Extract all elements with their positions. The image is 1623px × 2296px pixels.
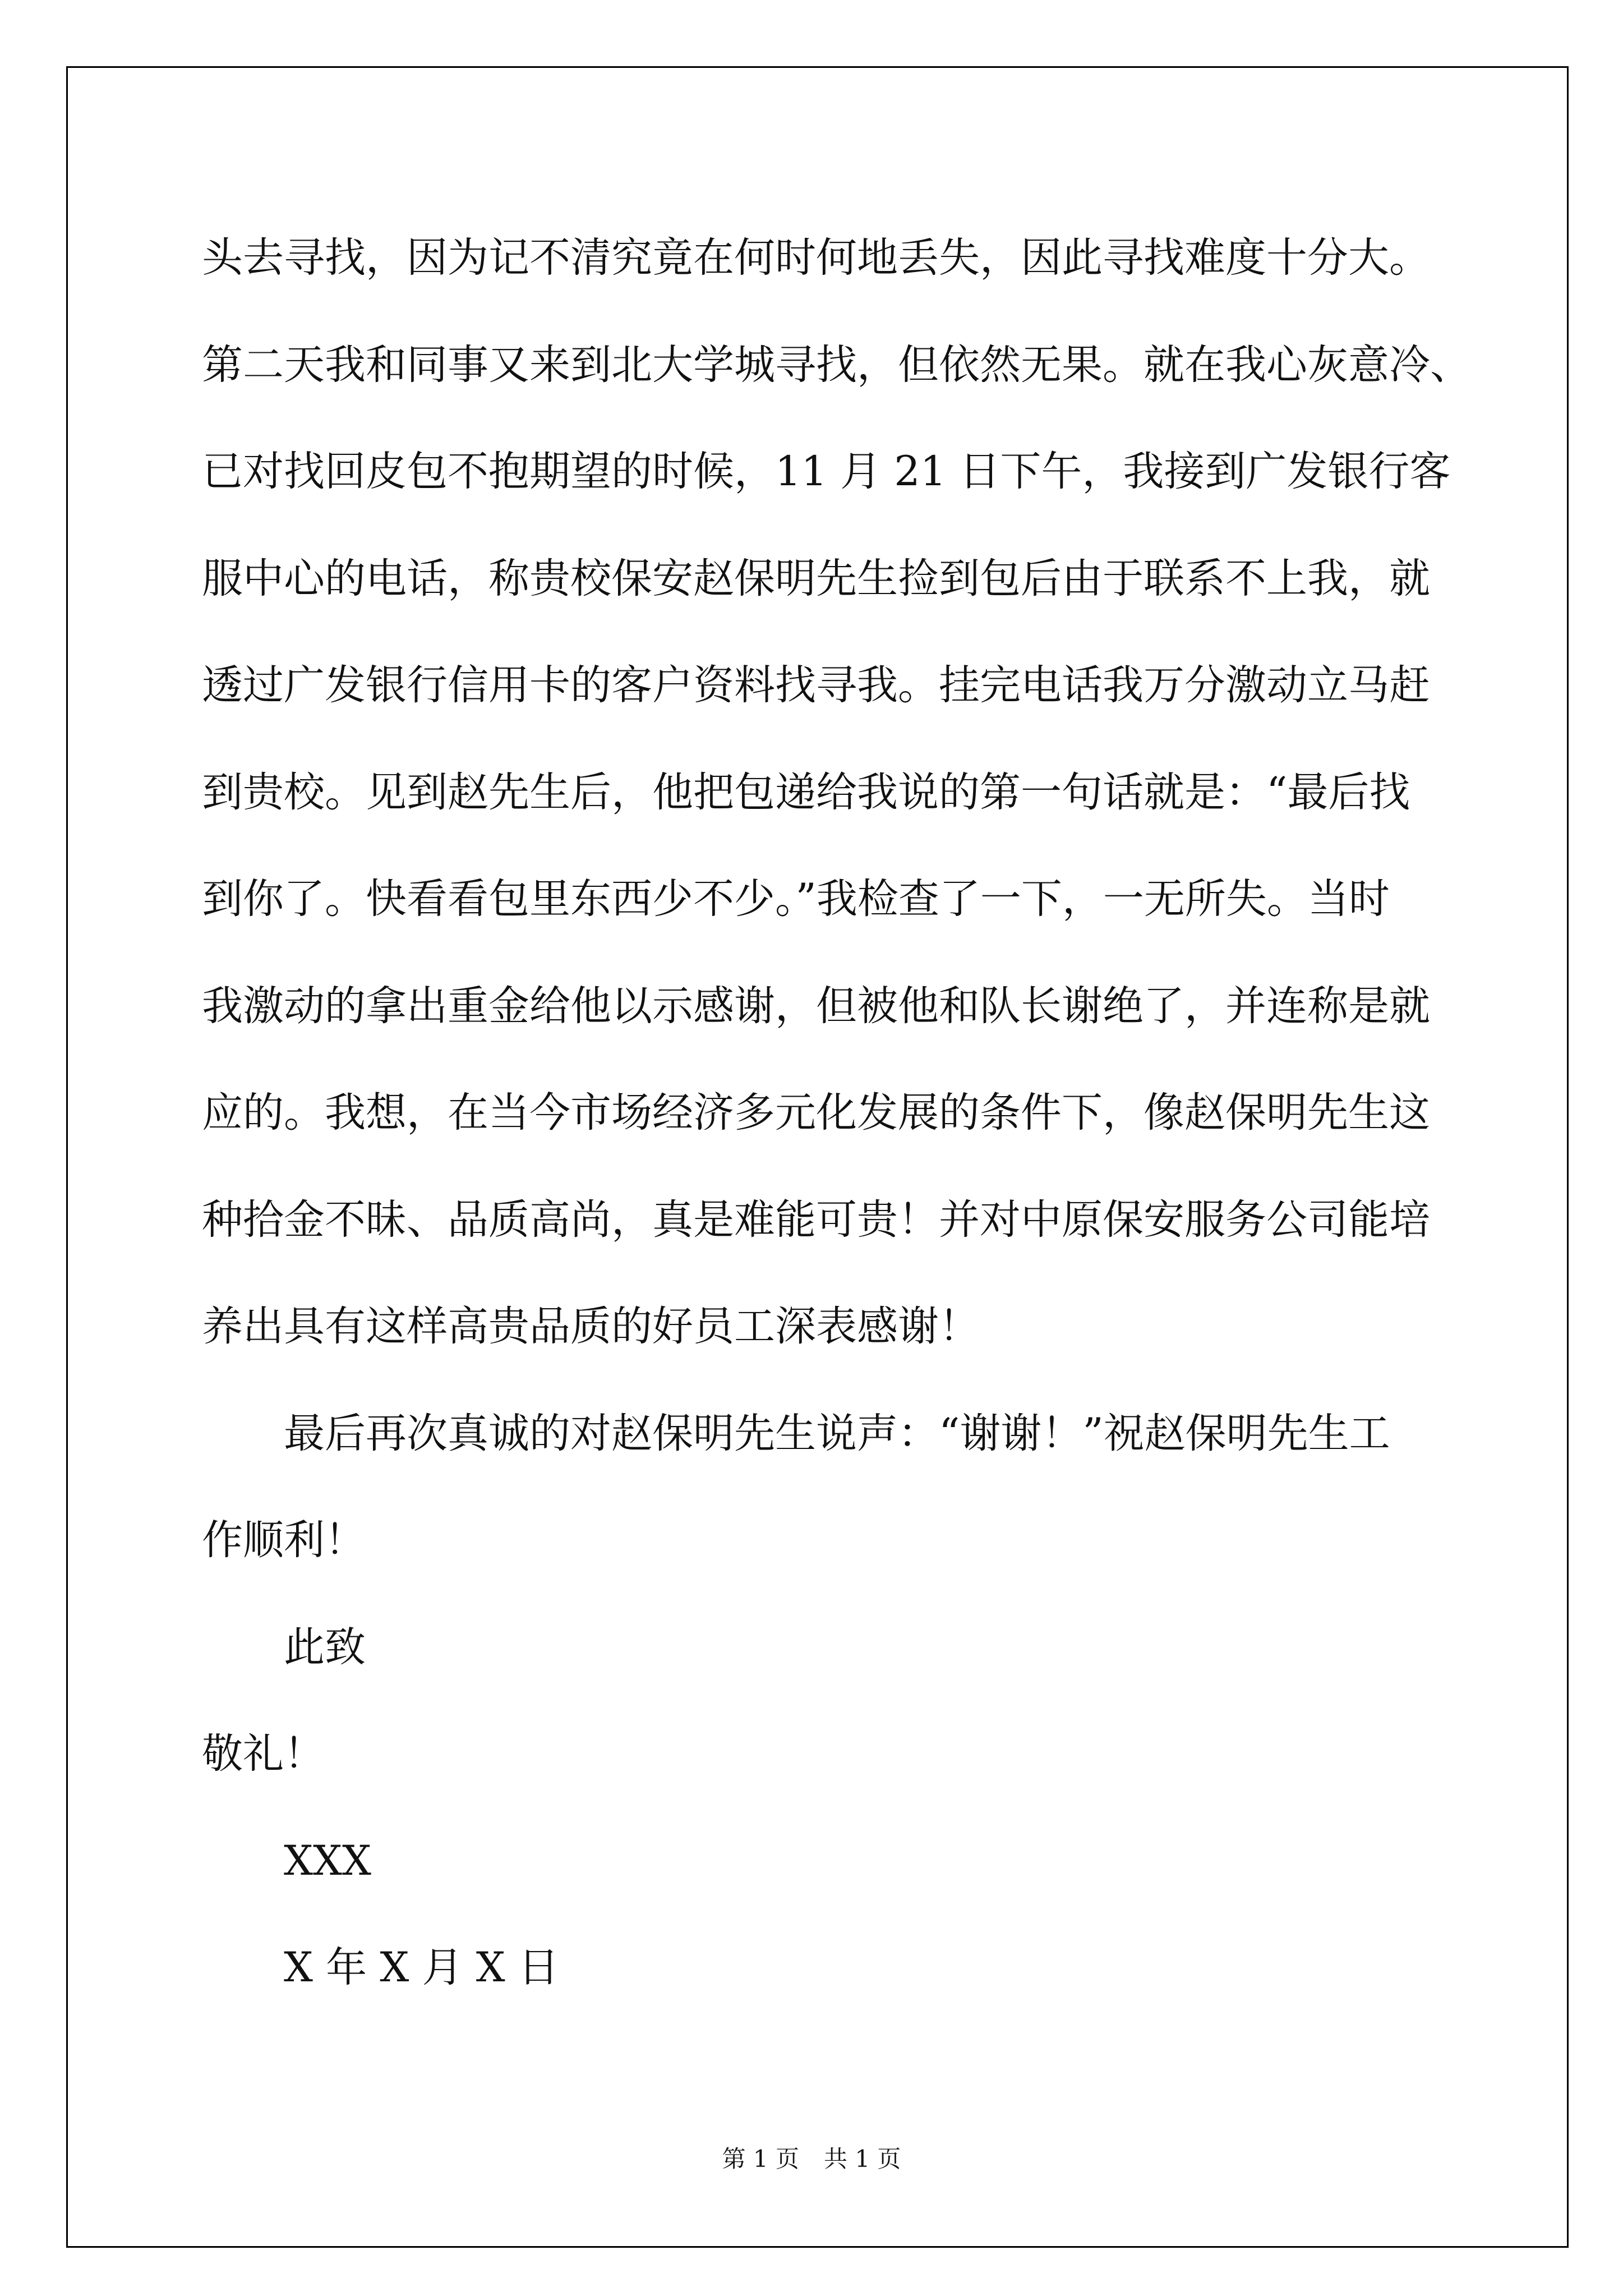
body-line: 到你了。快看看包里东西少不少。”我检查了一下，一无所失。当时 <box>202 875 1390 923</box>
page-number-current: 第 1 页 <box>722 2145 799 2173</box>
letter-body <box>202 205 1471 2022</box>
body-line: 最后再次真诚的对赵保明先生说声：“谢谢！”祝赵保明先生工 <box>284 1409 1390 1457</box>
body-line: 透过广发银行信用卡的客户资料找寻我。挂完电话我万分激动立马赶 <box>202 661 1430 709</box>
body-line: 第二天我和同事又来到北大学城寻找，但依然无果。就在我心灰意冷、 <box>202 341 1471 389</box>
body-line: 头去寻找，因为记不清究竟在何时何地丢失，因此寻找难度十分大。 <box>202 234 1430 282</box>
body-line: 服中心的电话，称贵校保安赵保明先生捡到包后由于联系不上我，就 <box>202 554 1430 602</box>
body-line: 到贵校。见到赵先生后，他把包递给我说的第一句话就是：“最后找 <box>202 768 1410 816</box>
body-line: 已对找回皮包不抱期望的时候，11 月 21 日下午，我接到广发银行客 <box>202 448 1451 495</box>
page-footer <box>0 2145 1623 2173</box>
closing-regards: 敬礼！ <box>202 1730 325 1778</box>
signature: XXX <box>284 1837 371 1885</box>
body-line: 种拾金不昧、品质高尚，真是难能可贵！并对中原保安服务公司能培 <box>202 1195 1430 1244</box>
body-line: 作顺利！ <box>202 1516 366 1564</box>
letter-date: X 年 X 月 X 日 <box>284 1944 559 1991</box>
page-number-total: 共 1 页 <box>824 2145 901 2173</box>
body-line: 养出具有这样高贵品质的好员工深表感谢！ <box>202 1303 980 1350</box>
body-line: 应的。我想，在当今市场经济多元化发展的条件下，像赵保明先生这 <box>202 1089 1430 1137</box>
body-line: 我激动的拿出重金给他以示感谢，但被他和队长谢绝了，并连称是就 <box>202 982 1430 1030</box>
closing-salutation: 此致 <box>284 1623 366 1671</box>
